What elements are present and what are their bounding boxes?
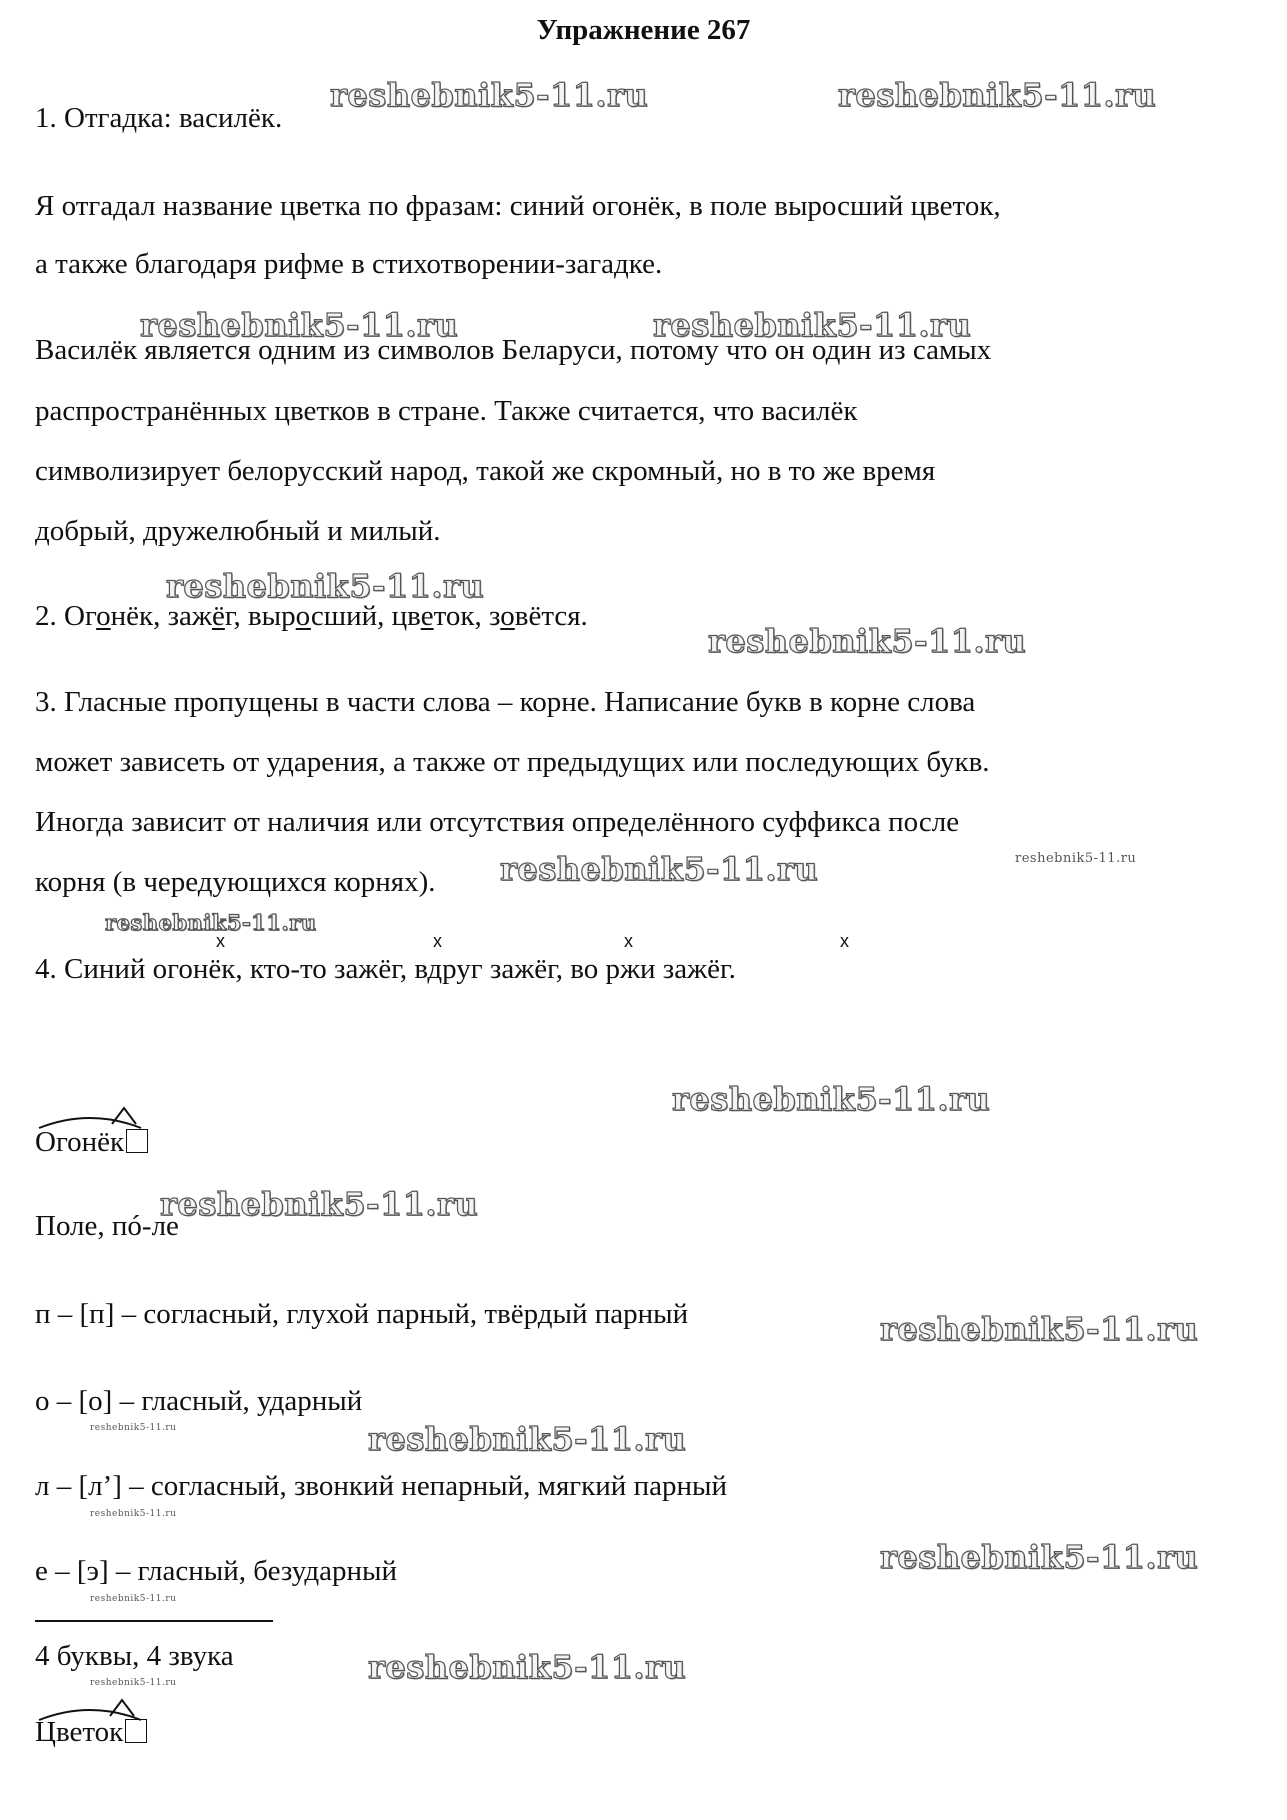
- watermark: reshebnik5-11.ru: [838, 76, 1157, 114]
- answer-3-line: может зависеть от ударения, а также от предыдущих или последующих букв.: [35, 746, 990, 778]
- ending-box-icon: [126, 1129, 148, 1153]
- watermark: reshebnik5-11.ru: [160, 1185, 479, 1223]
- answer-1-explanation-line: а также благодаря рифме в стихотворении-загадке.: [35, 248, 663, 280]
- underlined-vowel: ё: [211, 600, 225, 632]
- answer-1: 1. Отгадка: василёк.: [35, 102, 283, 134]
- watermark: reshebnik5-11.ru: [1015, 851, 1137, 866]
- watermark: reshebnik5-11.ru: [90, 1678, 177, 1688]
- watermark: reshebnik5-11.ru: [880, 1538, 1199, 1576]
- answer-3-line: Иногда зависит от наличия или отсутствия определённого суффикса после: [35, 806, 960, 838]
- watermark: reshebnik5-11.ru: [330, 76, 649, 114]
- phonetic-line: е – [э] – гласный, безударный: [35, 1555, 398, 1587]
- watermark: reshebnik5-11.ru: [708, 622, 1027, 660]
- watermark: reshebnik5-11.ru: [880, 1310, 1199, 1348]
- suffix-caret-icon: [106, 1104, 146, 1126]
- watermark: reshebnik5-11.ru: [166, 567, 485, 605]
- symbol-paragraph-line: распространённых цветков в стране. Также считается, что василёк: [35, 395, 858, 427]
- orthogram-mark: x: [840, 931, 849, 951]
- word-analysis-ogonek: [35, 1126, 148, 1159]
- watermark: reshebnik5-11.ru: [140, 306, 459, 344]
- answer-2: 2. Огонёк, зажёг, выросший, цветок, зовётся.: [35, 600, 588, 632]
- divider-line: [35, 1620, 273, 1622]
- word-analysis-tsvetok: [35, 1716, 147, 1749]
- ending-box-icon: [125, 1719, 147, 1743]
- symbol-paragraph-line: добрый, дружелюбный и милый.: [35, 515, 441, 547]
- answer-1-explanation-line: Я отгадал название цветка по фразам: синий огонёк, в поле выросший цветок,: [35, 190, 1001, 222]
- watermark: reshebnik5-11.ru: [653, 306, 972, 344]
- watermark: reshebnik5-11.ru: [90, 1423, 177, 1433]
- word-tsvetok: Цветок: [35, 1716, 124, 1748]
- watermark: reshebnik5-11.ru: [90, 1509, 177, 1519]
- underlined-vowel: е: [420, 600, 434, 632]
- letters-sounds-summary: 4 буквы, 4 звука: [35, 1640, 234, 1672]
- symbol-paragraph-line: Василёк является одним из символов Беларуси, потому что он один из самых: [35, 334, 992, 366]
- orthogram-mark: x: [624, 931, 633, 951]
- phonetic-line: л – [л’] – согласный, звонкий непарный, мягкий парный: [35, 1470, 727, 1502]
- watermark: reshebnik5-11.ru: [368, 1420, 687, 1458]
- watermark: reshebnik5-11.ru: [105, 910, 317, 935]
- suffix-caret-icon: [104, 1696, 144, 1718]
- underlined-vowel: о: [96, 600, 111, 632]
- orthogram-mark: x: [216, 931, 225, 951]
- orthogram-mark: x: [433, 931, 442, 951]
- answer-3-line: корня (в чередующихся корнях).: [35, 866, 436, 898]
- symbol-paragraph-line: символизирует белорусский народ, такой же скромный, но в то же время: [35, 455, 936, 487]
- watermark: reshebnik5-11.ru: [90, 1594, 177, 1604]
- underlined-vowel: о: [500, 600, 515, 632]
- phonetic-line: п – [п] – согласный, глухой парный, твёрдый парный: [35, 1298, 689, 1330]
- word-ogonek: Огонёк: [35, 1126, 125, 1158]
- answer-4: 4. Синий огонёк, кто-то зажёг, вдруг зажёг, во ржи зажёг.: [35, 953, 736, 985]
- phonetic-line: о – [о] – гласный, ударный: [35, 1385, 363, 1417]
- watermark: reshebnik5-11.ru: [368, 1648, 687, 1686]
- watermark: reshebnik5-11.ru: [672, 1080, 991, 1118]
- underlined-vowel: о: [295, 600, 311, 632]
- word-pole-syllables: Поле, пó-ле: [35, 1210, 179, 1242]
- watermark: reshebnik5-11.ru: [500, 850, 819, 888]
- exercise-title: Упражнение 267: [536, 14, 751, 46]
- answer-3-line: 3. Гласные пропущены в части слова – корне. Написание букв в корне слова: [35, 686, 976, 718]
